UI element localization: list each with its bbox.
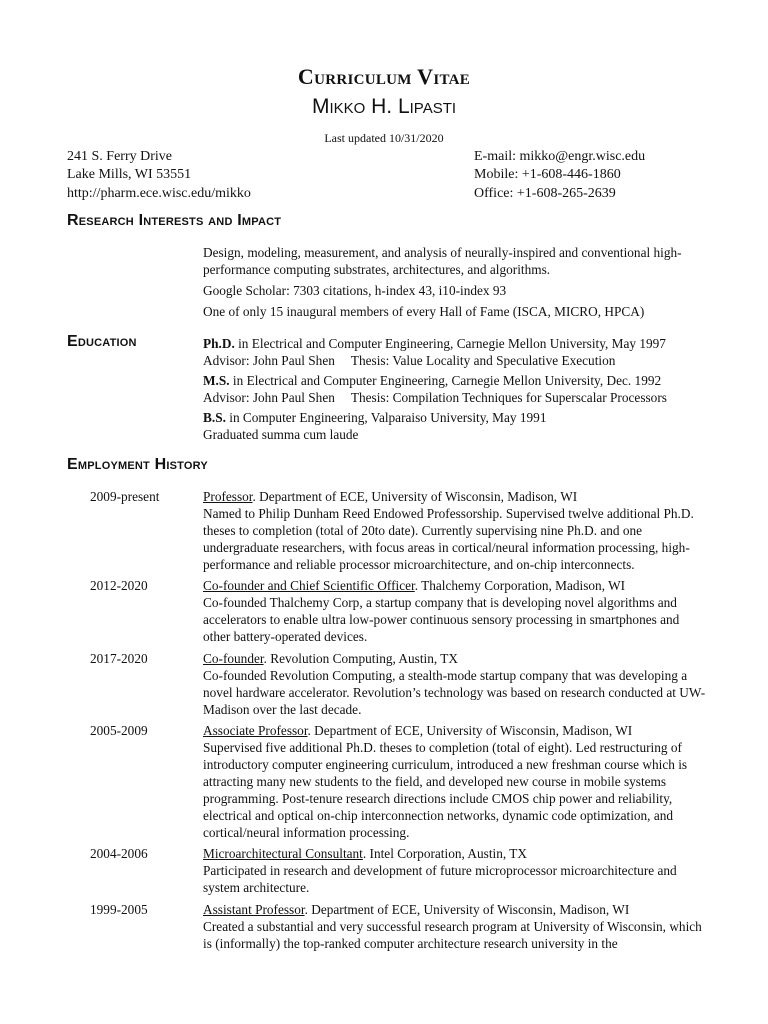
job-title: Co-founder and Chief Scientific Officer — [203, 578, 415, 593]
thesis-title: Thesis: Value Locality and Speculative Execution — [350, 353, 616, 368]
research-paragraph: Design, modeling, measurement, and analysis of neurally-inspired and conventional high-performance computing substrates, architectures, and algorithms. — [203, 245, 682, 277]
job-description: Participated in research and development of future microprocessor microarchitecture and system architecture. — [203, 863, 677, 895]
degree-details: in Computer Engineering, Valparaiso University, May 1991 — [225, 410, 547, 425]
advisor: Advisor: John Paul Shen — [203, 390, 335, 405]
education-block — [203, 335, 708, 446]
employer: . Department of ECE, University of Wisconsin, Madison, WI — [307, 723, 633, 738]
job-description: Named to Philip Dunham Reed Endowed Professorship. Supervised twelve additional Ph.D. theses to completion (total of 20to date). Currently supervising nine Ph.D. and one undergraduate researchers, with focus areas in cortical/neural information processing, high-performance and reliable processor microarchitecture, and on-chip interconnects. — [203, 506, 694, 572]
degree-name: Ph.D. — [203, 336, 235, 351]
mobile-line: Mobile: +1-608-446-1860 — [474, 167, 621, 183]
scholar-metrics: Google Scholar: 7303 citations, h-index 43, i10-index 93 — [203, 283, 507, 298]
employment-dates: 2004-2006 — [90, 846, 148, 861]
city-state-zip: Lake Mills, WI 53551 — [67, 167, 192, 183]
address-block — [67, 148, 251, 203]
homepage-url: http://pharm.ece.wisc.edu/mikko — [67, 185, 251, 201]
document-title: Curriculum Vitae — [297, 64, 471, 89]
street-address: 241 S. Ferry Drive — [67, 149, 172, 164]
employer: . Thalchemy Corporation, Madison, WI — [414, 578, 626, 593]
education-entry-ms — [203, 372, 708, 406]
employment-dates: 1999-2005 — [90, 902, 148, 917]
degree-details: in Electrical and Computer Engineering, Carnegie Mellon University, Dec. 1992 — [229, 373, 662, 388]
education-heading: Education — [67, 333, 137, 350]
office-line: Office: +1-608-265-2639 — [474, 185, 616, 201]
research-block — [203, 244, 708, 320]
job-description: Created a substantial and very successful research program at University of Wisconsin, which is (informally) the top-ranked computer architecture research university in the — [203, 919, 702, 951]
job-title: Microarchitectural Consultant — [203, 846, 363, 861]
employer: . Intel Corporation, Austin, TX — [362, 846, 527, 861]
employment-dates: 2009-present — [90, 489, 160, 504]
thesis-title: Thesis: Compilation Techniques for Superscalar Processors — [350, 390, 667, 405]
employment-dates: 2012-2020 — [90, 578, 148, 593]
degree-details: in Electrical and Computer Engineering, Carnegie Mellon University, May 1997 — [234, 336, 666, 351]
contact-block — [474, 148, 645, 203]
person-name: Mikko H. Lipasti — [311, 95, 457, 118]
employment-heading: Employment History — [67, 456, 208, 473]
degree-name: M.S. — [203, 373, 230, 388]
job-title: Professor — [203, 489, 253, 504]
research-heading: Research Interests and Impact — [67, 212, 282, 229]
hall-of-fame: One of only 15 inaugural members of every Hall of Fame (ISCA, MICRO, HPCA) — [203, 304, 645, 319]
email-line: E-mail: mikko@engr.wisc.edu — [474, 149, 646, 164]
honors-note: Graduated summa cum laude — [203, 427, 359, 442]
employment-dates: 2017-2020 — [90, 651, 148, 666]
job-title: Assistant Professor — [203, 902, 305, 917]
advisor: Advisor: John Paul Shen — [203, 353, 335, 368]
employment-dates: 2005-2009 — [90, 723, 148, 738]
degree-name: B.S. — [203, 410, 226, 425]
job-description: Co-founded Thalchemy Corp, a startup company that is developing novel algorithms and accelerators to enable ultra low-power continuous sensory processing in smartphones and other battery-operated devices. — [203, 595, 680, 644]
job-description: Co-founded Revolution Computing, a stealth-mode startup company that was developing a novel hardware accelerator. Revolution’s technology was based on research conducted at UW-Madison over the last decade. — [203, 668, 706, 717]
job-description: Supervised five additional Ph.D. theses to completion (total of eight). Led restructuring of introductory computer engineering curriculum, introduced a new freshman course which is attracting many new students to the field, and developed new course in mobile systems programming. Post-tenure research directions include CMOS chip power and reliability, electrical and optical on-chip interconnection networks, dynamic code optimization, and cortical/neural information processing. — [203, 740, 688, 840]
job-title: Associate Professor — [203, 723, 308, 738]
education-entry-bs — [203, 409, 708, 443]
employer: . Revolution Computing, Austin, TX — [263, 651, 458, 666]
education-entry-phd — [203, 335, 708, 369]
employer: . Department of ECE, University of Wisconsin, Madison, WI — [304, 902, 630, 917]
job-title: Co-founder — [203, 651, 264, 666]
employer: . Department of ECE, University of Wisconsin, Madison, WI — [252, 489, 578, 504]
last-updated: Last updated 10/31/2020 — [324, 131, 444, 145]
